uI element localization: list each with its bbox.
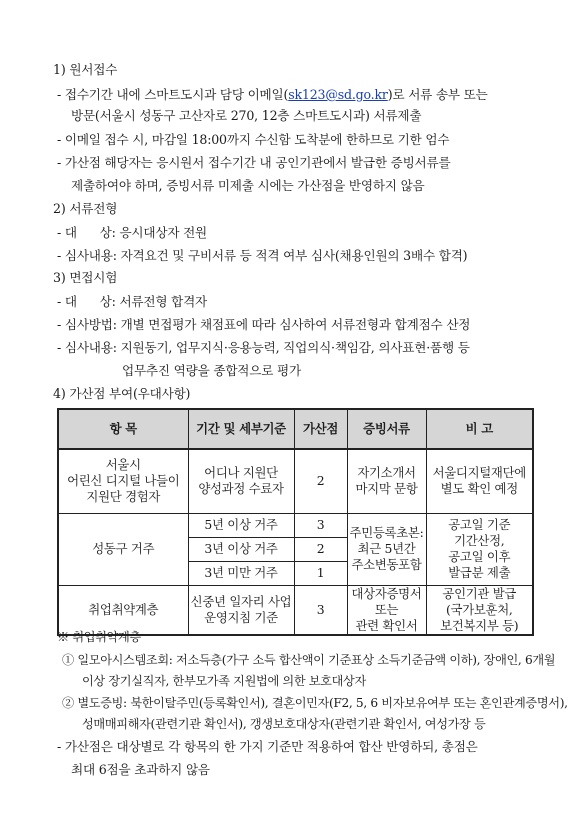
section-4-title: 4) 가산점 부여(우대사항): [53, 386, 191, 401]
row2-points-2: 2: [294, 537, 347, 561]
row2-points-3: 1: [294, 561, 347, 585]
section-1-line-3: - 이메일 접수 시, 마감일 18:00까지 수신함 도착분에 한하므로 기한 엄수: [57, 132, 450, 147]
bonus-points-table: [57, 408, 534, 636]
row3-docs: 대상자증명서 또는 관련 확인서: [347, 585, 426, 635]
section-1-line-2: 방문(서울시 성동구 고산자로 270, 12층 스마트도시과) 서류제출: [71, 108, 422, 123]
notes-title: ※ 취업취약계층: [57, 630, 141, 644]
note-3-line-1: - 가산점은 대상별로 각 항목의 한 가지 기준만 적용하여 합산 반영하되, 총점은: [57, 739, 478, 754]
section-3-title: 3) 면접시험: [53, 270, 118, 285]
table-header-row: [58, 409, 533, 449]
row2-criteria-2: 3년 이상 거주: [188, 537, 294, 561]
section-3-line-1: - 대 상: 서류전형 합격자: [57, 294, 208, 309]
note-2-line-1: ② 별도증빙: 북한이탈주민(등록확인서), 결혼이민자(F2, 5, 6 비자보유여부 또는 혼인관계증명서),: [62, 696, 568, 710]
header-item: 항 목: [58, 409, 188, 449]
row2-points-1: 3: [294, 513, 347, 537]
row2-note: 공고일 기준 기간산정, 공고일 이후 발급분 제출: [426, 513, 533, 585]
header-criteria: 기간 및 세부기준: [188, 409, 294, 449]
row2-criteria-3: 3년 미만 거주: [188, 561, 294, 585]
row1-item: 서울시 어린신 디지털 나들이 지원단 경험자: [58, 449, 188, 513]
note-1-line-2: 이상 장기실직자, 한부모가족 지원법에 의한 보호대상자: [82, 674, 366, 688]
section-3-line-4: 업무추진 역량을 종합적으로 평가: [122, 363, 301, 378]
row1-points: 2: [294, 449, 347, 513]
section-1-line-4: - 가산점 해당자는 응시원서 접수기간 내 공인기관에서 발급한 증빙서류를: [57, 155, 451, 170]
section-1-line-1-b: )로 서류 송부 또는: [387, 87, 488, 102]
header-points: 가산점: [294, 409, 347, 449]
row1-docs: 자기소개서 마지막 문항: [347, 449, 426, 513]
section-1-line-1-a: - 접수기간 내에 스마트도시과 담당 이메일(: [57, 87, 289, 102]
section-3-line-3: - 심사내용: 지원동기, 업무지식·응용능력, 직업의식·책임감, 의사표현·품행 등: [57, 340, 470, 355]
row1-note: 서울디지털재단에 별도 확인 예정: [426, 449, 533, 513]
section-2-line-1: - 대 상: 응시대상자 전원: [57, 225, 208, 240]
section-2-line-2: - 심사내용: 자격요건 및 구비서류 등 적격 여부 심사(채용인원의 3배수 합격): [57, 248, 468, 263]
row3-note: 공인기관 발급 (국가보훈처, 보건복지부 등): [426, 585, 533, 635]
row2-docs: 주민등록초본: 최근 5년간 주소변동포함: [347, 513, 426, 585]
header-note: 비 고: [426, 409, 533, 449]
note-2-line-2: 성매매피해자(관련기관 확인서), 갱생보호대상자(관련기관 확인서, 여성가장 등: [82, 717, 486, 731]
row3-points: 3: [294, 585, 347, 635]
email-link[interactable]: sk123@sd.go.kr: [288, 87, 388, 102]
table-row: [58, 449, 533, 513]
table-row: [58, 513, 533, 537]
section-1-line-1: [57, 87, 488, 103]
note-1-line-1: ① 일모아시스템조회: 저소득층(가구 소득 합산액이 기준표상 소득기준금액 이하), 장애인, 6개월: [62, 653, 556, 667]
section-1-line-5: 제출하여야 하며, 증빙서류 미제출 시에는 가산점을 반영하지 않음: [71, 178, 425, 193]
section-3-line-2: - 심사방법: 개별 면접평가 채점표에 따라 심사하여 서류전형과 합계점수 산정: [57, 317, 471, 332]
row3-criteria: 신중년 일자리 사업 운영지침 기준: [188, 585, 294, 635]
note-3-line-2: 최대 6점을 초과하지 않음: [71, 762, 210, 777]
header-docs: 증빙서류: [347, 409, 426, 449]
row2-item: 성동구 거주: [58, 513, 188, 585]
row3-item: 취업취약계층: [58, 585, 188, 635]
section-1-title: 1) 원서접수: [53, 62, 118, 77]
row1-criteria: 어디나 지원단 양성과정 수료자: [188, 449, 294, 513]
row2-criteria-1: 5년 이상 거주: [188, 513, 294, 537]
table-row: [58, 585, 533, 635]
section-2-title: 2) 서류전형: [53, 201, 118, 216]
